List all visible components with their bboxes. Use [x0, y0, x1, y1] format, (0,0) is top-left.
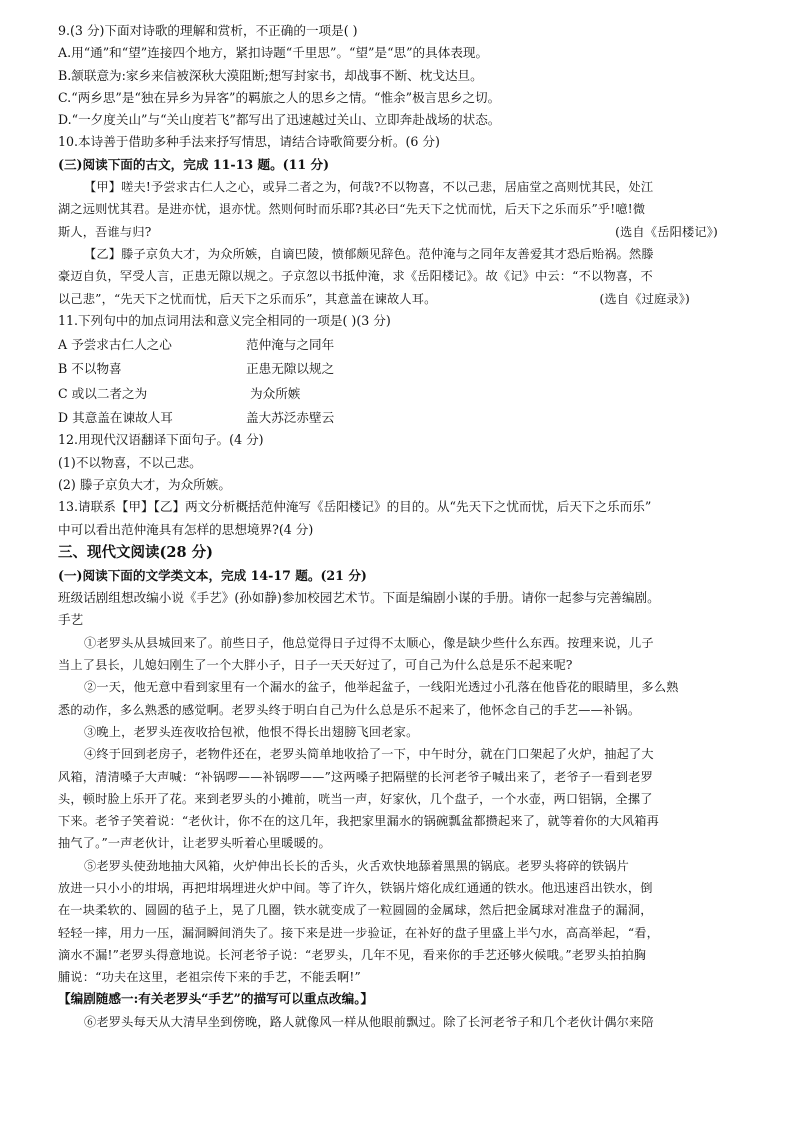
q12-sentence-2: (2) 滕子京负大才，为众所嫉。	[58, 476, 231, 492]
question-11	[58, 310, 758, 429]
question-12	[58, 429, 758, 496]
q11-option-a-left: A 予尝求古仁人之心	[58, 337, 172, 353]
q9-option-d: D.“一夕度关山”与“关山度若飞”都写出了迅速越过关山、立即奔赴战场的状态。	[58, 112, 501, 128]
editor-note-1: 【编剧随感一:有关老罗头“手艺”的描写可以重点改编。】	[58, 991, 374, 1007]
story-body-cont	[58, 1011, 758, 1033]
q11-option-b-right: 正患无隙以规之	[246, 361, 335, 377]
q11-option-d-right: 盖大苏泛赤壁云	[246, 410, 335, 426]
q9-option-c: C.“两乡思”是“独在异乡为异客”的羁旅之人的思乡之情。“惟余”极言思乡之切。	[58, 89, 501, 105]
story-paragraph-4: 风箱，清清嗓子大声喊：“补锅啰——补锅啰——”这两嗓子把隔壁的长河老爷子喊出来了，老爷子一看到老罗	[58, 769, 654, 784]
jia-line-text: 斯人，吾谁与归?	[58, 224, 152, 239]
q11-option-c-right: 为众所嫉	[250, 385, 301, 401]
story-paragraph-6: ⑥老罗头每天从大清早坐到傍晚，路人就像风一样从他眼前飘过。除了长河老爷子和几个老伙计偶尔来陪	[84, 1014, 654, 1029]
question-9	[58, 20, 758, 131]
story-paragraph-4: 头，顿时脸上乐开了花。来到老罗头的小摊前，咣当一声，好家伙，几个盘子，一个水壶，两口铝锅，全摞了	[58, 791, 653, 806]
q11-option-d	[58, 407, 758, 429]
story-paragraph-4: 下来。老爷子笑着说：“老伙计，你不在的这几年，我把家里漏水的锅碗瓢盆都攒起来了，就等着你的大风箱再	[58, 814, 660, 829]
q12-sentence-1: (1)不以物喜，不以己悲。	[58, 454, 202, 470]
yi-line: 豪迈自负，罕受人言，正患无隙以规之。子京忽以书抵仲淹，求《岳阳楼记》。故《记》中云：“不以物喜，不	[58, 269, 653, 284]
story-paragraph-5: 轻轻一摔，用力一压，漏洞瞬间消失了。接下来是进一步验证，在补好的盘子里盛上半勺水，高高举起，“看，	[58, 925, 660, 940]
story-paragraph-2: 悉的动作，多么熟悉的感觉啊。老罗头终于明白自己为什么总是乐不起来了，他怀念自己的手艺——补锅。	[58, 702, 641, 717]
q11-option-b-left: B 不以物喜	[58, 361, 122, 377]
passage-yi	[58, 243, 758, 310]
exam-page	[58, 20, 758, 1033]
story-paragraph-5: 脯说：“功夫在这里，老祖宗传下来的手艺，不能丢啊!”	[58, 970, 361, 985]
q11-option-c-left: C 或以二者之为	[58, 385, 148, 401]
jia-line: 湖之远则忧其君。是进亦忧，退亦忧。然则何时而乐耶?其必曰“先天下之忧而忧，后天下之乐而乐”乎!噫!微	[58, 202, 646, 217]
yi-source: (选自《过庭录》)	[599, 291, 690, 306]
q11-option-b	[58, 358, 758, 380]
story-paragraph-5: ⑤老罗头使劲地抽大风箱，火炉伸出长长的舌头，火舌欢快地舔着黑黑的锅底。老罗头将碎的铁锅片	[84, 858, 630, 873]
q11-option-a-right: 范仲淹与之同年	[246, 337, 335, 353]
q12-stem: 12.用现代汉语翻译下面句子。(4 分)	[58, 432, 264, 448]
q11-option-a	[58, 334, 758, 356]
q13-line: 中可以看出范仲淹具有怎样的思想境界?(4 分)	[58, 521, 314, 537]
jia-line: 【甲】嗟夫!予尝求古仁人之心，或异二者之为，何哉?不以物喜，不以己悲，居庙堂之高则忧其民，处江	[84, 180, 654, 195]
story-paragraph-1: ①老罗头从县城回来了。前些日子，他总觉得日子过得不太顺心，像是缺少些什么东西。按理来说，儿子	[84, 635, 654, 650]
story-paragraph-4: ④终于回到老房子，老物件还在，老罗头简单地收拾了一下，中午时分，就在门口架起了火炉，抽起了大	[84, 747, 654, 762]
story-paragraph-5: 放进一只小小的坩埚，再把坩埚埋进火炉中间。等了许久，铁锅片熔化成红通通的铁水。他迅速舀出铁水，倒	[58, 880, 653, 895]
question-10: 10.本诗善于借助多种手法来抒写情思，请结合诗歌简要分析。(6 分)	[58, 134, 440, 150]
question-13	[58, 496, 758, 541]
q9-option-b: B.颔联意为:家乡来信被深秋大漠阻断;想写封家书，却战事不断、枕戈达旦。	[58, 67, 483, 83]
q9-option-a: A.用“通”和“望”连接四个地方，紧扣诗题“千里思”。“望”是“思”的具体表现。	[58, 45, 489, 61]
story-title: 手艺	[58, 612, 84, 628]
story-paragraph-2: ②一天，他无意中看到家里有一个漏水的盆子，他举起盆子，一线阳光透过小孔落在他昏花的眼睛里，多么熟	[84, 680, 679, 695]
jia-source: (选自《岳阳楼记》)	[615, 224, 718, 239]
story-paragraph-5: 在一块柔软的、圆圆的毡子上，晃了几圈，铁水就变成了一粒圆圆的金属球，然后把金属球对准盘子的漏洞，	[58, 903, 653, 918]
section-classical-heading: (三)阅读下面的古文，完成 11-13 题。(11 分)	[58, 156, 330, 172]
q13-line: 13.请联系【甲】【乙】两文分析概括范仲淹写《岳阳楼记》的目的。从“先天下之忧而忧，后天下之乐而乐”	[58, 499, 652, 515]
q11-option-c	[58, 383, 758, 405]
yi-line: 【乙】滕子京负大才，为众所嫉，自谪巴陵，愤郁颇见辞色。范仲淹与之同年友善爱其才恐后贻祸。然滕	[84, 246, 654, 261]
intro-text: 班级话剧组想改编小说《手艺》(孙如静)参加校园艺术节。下面是编剧小谋的手册。请你一起参与完善编剧。	[58, 590, 660, 606]
story-paragraph-5: 滴水不漏!”老罗头得意地说。长河老爷子说：“老罗头，几年不见，看来你的手艺还够火候哦。”老罗头拍拍胸	[58, 947, 647, 962]
q11-stem: 11.下列句中的加点词用法和意义完全相同的一项是( )(3 分)	[58, 312, 391, 328]
yi-line	[58, 288, 758, 310]
story-paragraph-4: 抽气了。”一声老伙计，让老罗头听着心里暖暖的。	[58, 836, 331, 851]
yi-line-text: 以己悲”，“先天下之忧而忧，后天下之乐而乐”，其意盖在谏故人耳。	[58, 291, 437, 306]
q11-option-d-left: D 其意盖在谏故人耳	[58, 410, 173, 426]
jia-line	[58, 221, 758, 243]
q9-stem: 9.(3 分)下面对诗歌的理解和赏析，不正确的一项是( )	[58, 23, 358, 38]
story-paragraph-3: ③晚上，老罗头连夜收拾包袱，他恨不得长出翅膀飞回老家。	[84, 724, 419, 739]
story-body	[58, 632, 758, 989]
passage-jia	[58, 176, 758, 243]
story-paragraph-1: 当上了县长，儿媳妇刚生了一个大胖小子，日子一天天好过了，可自己为什么总是乐不起来呢?	[58, 658, 573, 673]
part-three-heading: 三、现代文阅读(28 分)	[58, 543, 213, 561]
literary-text-heading: (一)阅读下面的文学类文本，完成 14-17 题。(21 分)	[58, 567, 367, 583]
